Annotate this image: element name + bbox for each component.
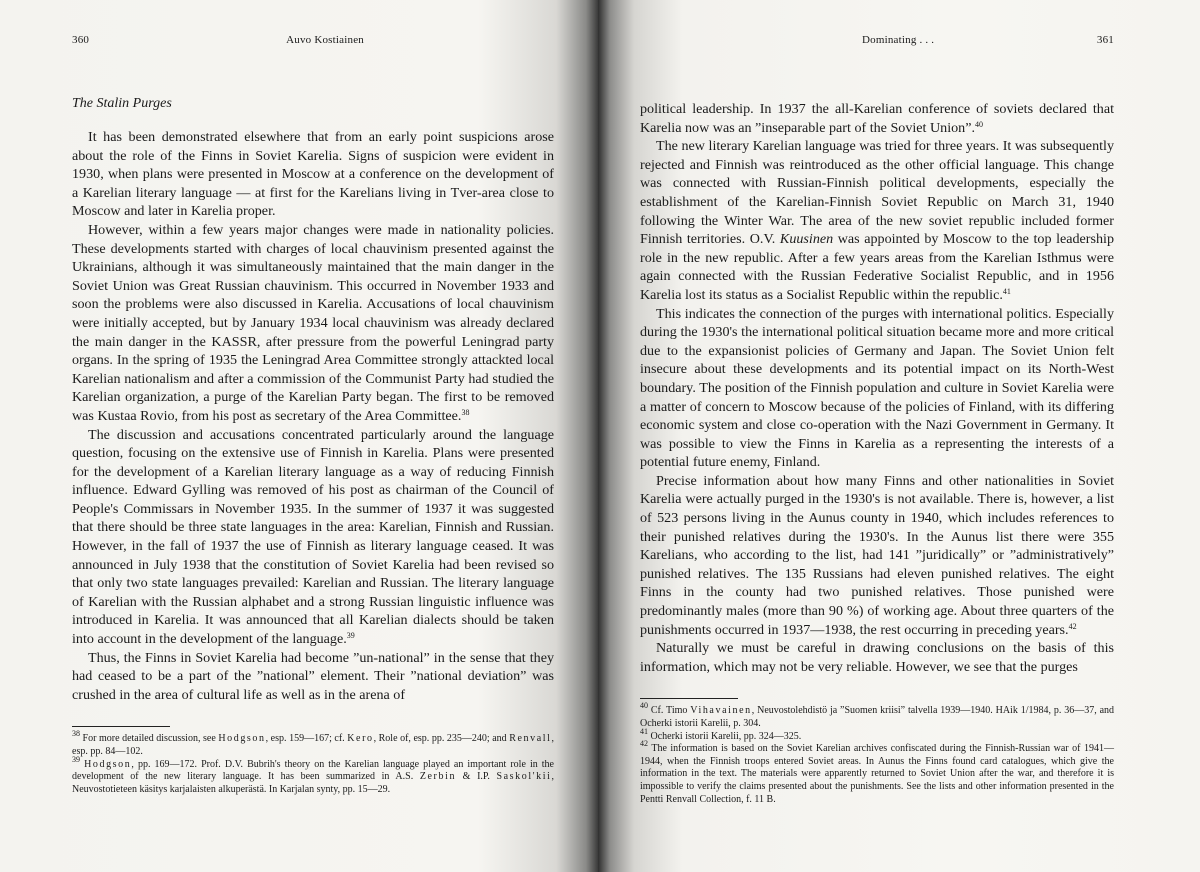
right-running-title: Dominating . . . (862, 34, 935, 46)
right-page-number: 361 (1096, 34, 1114, 46)
left-paragraph-1: It has been demonstrated elsewhere that from an early point suspicions arose about the role of the Finns in Soviet Karelia. Signs of suspicion were evident in 1930, when plans were presented in Moscow at a conference on the development of a Karelian literary language — at first for the Karelians living in Tver-area close to Moscow and later in Karelia proper. (72, 129, 554, 220)
left-page-number: 360 (72, 34, 90, 46)
footnote-41: $^{41}$ Ocherki istorii Karelii, pp. 324—325. (640, 726, 802, 742)
right-paragraph-4: Precise information about how many Finns and other nationalities in Soviet Karelia were actually purged in the 1930's is not available. There is, however, a list of 523 persons living in the Aunus county in 1940, which includes references to their punished relatives during the 1930's. In the Aunus list there were 355 Karelians, who according to the list, had 141 ”juridically” or ”administratively” punished relatives. The 135 Russians had eleven punished relatives. The eight Finns in the county had two punished relatives. Those punished were predominantly males (more than 90 %) of working age. About three quarters of the punishments occurred in 1937—1938, the rest occurring in preceding years.$^{42}$ (640, 472, 1114, 638)
note-ref-38: 38 (461, 407, 470, 417)
footnote-rule (640, 698, 738, 699)
right-body-text (640, 100, 1114, 676)
right-paragraph-5: Naturally we must be careful in drawing conclusions on the basis of this information, which may not be very reliable. However, we see that the purges (640, 640, 1114, 675)
footnote-40: $^{40}$ Cf. Timo Vihavainen, Neuvostolehdistö ja ”Suomen kriisi” talvella 1939—1940. HAik 1/1984, p. 36—37, and Ocherki istorii Karelii, p. 304. (640, 701, 1115, 729)
footnote-38: $^{38}$ For more detailed discussion, see Hodgson, esp. 159—167; cf. Kero, Role of, esp. pp. 235—240; and Renvall, esp. pp. 84—102. (72, 729, 554, 757)
right-page (598, 0, 1200, 872)
note-ref-41: 41 (1002, 286, 1011, 296)
right-footnotes (640, 701, 1115, 806)
footnote-39: $^{39}$ Hodgson, pp. 169—172. Prof. D.V. Bubrih's theory on the Karelian language played an important role in the development of the new literary language. It has been summarized in A.S. Zerbin & I.P. Saskol'kii, Neuvostotieteen käsitys karjalaisten alkuperästä. In Karjalan synty, pp. 15—29. (72, 754, 554, 795)
note-ref-40: 40 (975, 119, 984, 129)
left-body-text (72, 128, 554, 704)
left-page (0, 0, 598, 872)
section-title: The Stalin Purges (72, 96, 172, 111)
right-paragraph-3: This indicates the connection of the purges with international politics. Especially during the 1930's the international political situation became more and more critical due to the expansionist policies of Germany and Japan. The Soviet Union felt insecure about these developments and its potential impact on its North-West boundary. The position of the Finnish population and culture in Soviet Karelia were a matter of concern to Moscow because of the policies of Finland, with its differing economic system and close co-operation with the Nazi Government in Germany. It was possible to view the Finns in Karelia as a representing the interests of a potential future enemy, Finland. (640, 305, 1114, 471)
left-running-title: Auvo Kostiainen (286, 34, 364, 46)
note-ref-42: 42 (1068, 621, 1077, 631)
left-paragraph-3: The discussion and accusations concentrated particularly around the language question, focusing on the extensive use of Finnish in Karelia. Plans were presented for the development of a Karelian literary language as a way of reducing Finnish influence. Edward Gylling was removed of his post as chairman of the Council of People's Commissars in November 1935. In the summer of 1937 it was suggested that there should be three state languages in the area: Karelian, Finnish and Russian. However, in the fall of 1937 the use of Finnish as literary language ceased. It was announced in July 1938 that the constitution of Soviet Karelia had been revised so that only two state languages prevailed: Karelian and Russian. The literary language of Karelian with the Russian alphabet and a strong Russian linguistic influence was introduced in Karelia. It was announced that all Karelian dialects should be taken into account in the development of the language.$^{39}$ (72, 426, 554, 648)
left-footnotes (72, 729, 554, 796)
right-paragraph-2: The new literary Karelian language was tried for three years. It was subsequently rejected and Finnish was reintroduced as the other official language. This change was connected with Russian-Finnish political developments, especially the establishment of the Karelian-Finnish Soviet Republic on March 31, 1940 following the Winter War. The area of the new soviet republic included former Finnish territories. O.V. Kuusinen was appointed by Moscow to the top leadership role in the new republic. After a few years areas from the Karelian Isthmus were again connected with the Russian Federative Socialist Republic, and in 1956 Karelia lost its status as a Socialist Republic within the republic.$^{41}$ (640, 138, 1114, 303)
right-paragraph-1: political leadership. In 1937 the all-Karelian conference of soviets declared that Karelia now was an ”inseparable part of the Soviet Union”.$^{40}$ (640, 101, 1114, 136)
footnote-42: $^{42}$ The information is based on the Soviet Karelian archives confiscated during the Finnish-Russian war of 1941—1944, when the Finnish troops entered Soviet areas. In Aunus the Finns found card catalogues, which give the information in the text. The materials were apparently returned to Soviet Union after the war, and therefore it is impossible to verify the claims presented about the punishments. See the lists and other information presented in the Pentti Renvall Collection, f. 11 B. (640, 739, 1114, 805)
note-ref-39: 39 (346, 631, 355, 641)
footnote-rule (72, 726, 170, 727)
left-running-head (72, 34, 554, 56)
left-paragraph-4: Thus, the Finns in Soviet Karelia had become ”un-national” in the sense that they had ceased to be a part of the ”national” element. Their ”national deviation” was crushed in the area of cultural life as well as in the arena of (72, 649, 554, 703)
right-running-head (640, 34, 1114, 56)
left-paragraph-2: However, within a few years major changes were made in nationality policies. These developments started with charges of local chauvinism presented against the Ukrainians, although it was simultaneously maintained that the main danger in the Soviet Union was Great Russian chauvinism. This occurred in November 1933 and soon the problems were also discussed in Karelia. Accusations of local chauvinism were initially accepted, but by January 1934 local chauvinism was already declared the main danger in the KASSR, after pressure from the powerful Leningrad party organs. In the spring of 1935 the Leningrad Area Committee strongly attackted local Karelian nationalism and after a commission of the Communist Party had studied the Karelian organization, a purge of the Karelian Party began. The first to be removed was Kustaa Rovio, from his post as secretary of the Area Committee.$^{38}$ (72, 221, 554, 424)
